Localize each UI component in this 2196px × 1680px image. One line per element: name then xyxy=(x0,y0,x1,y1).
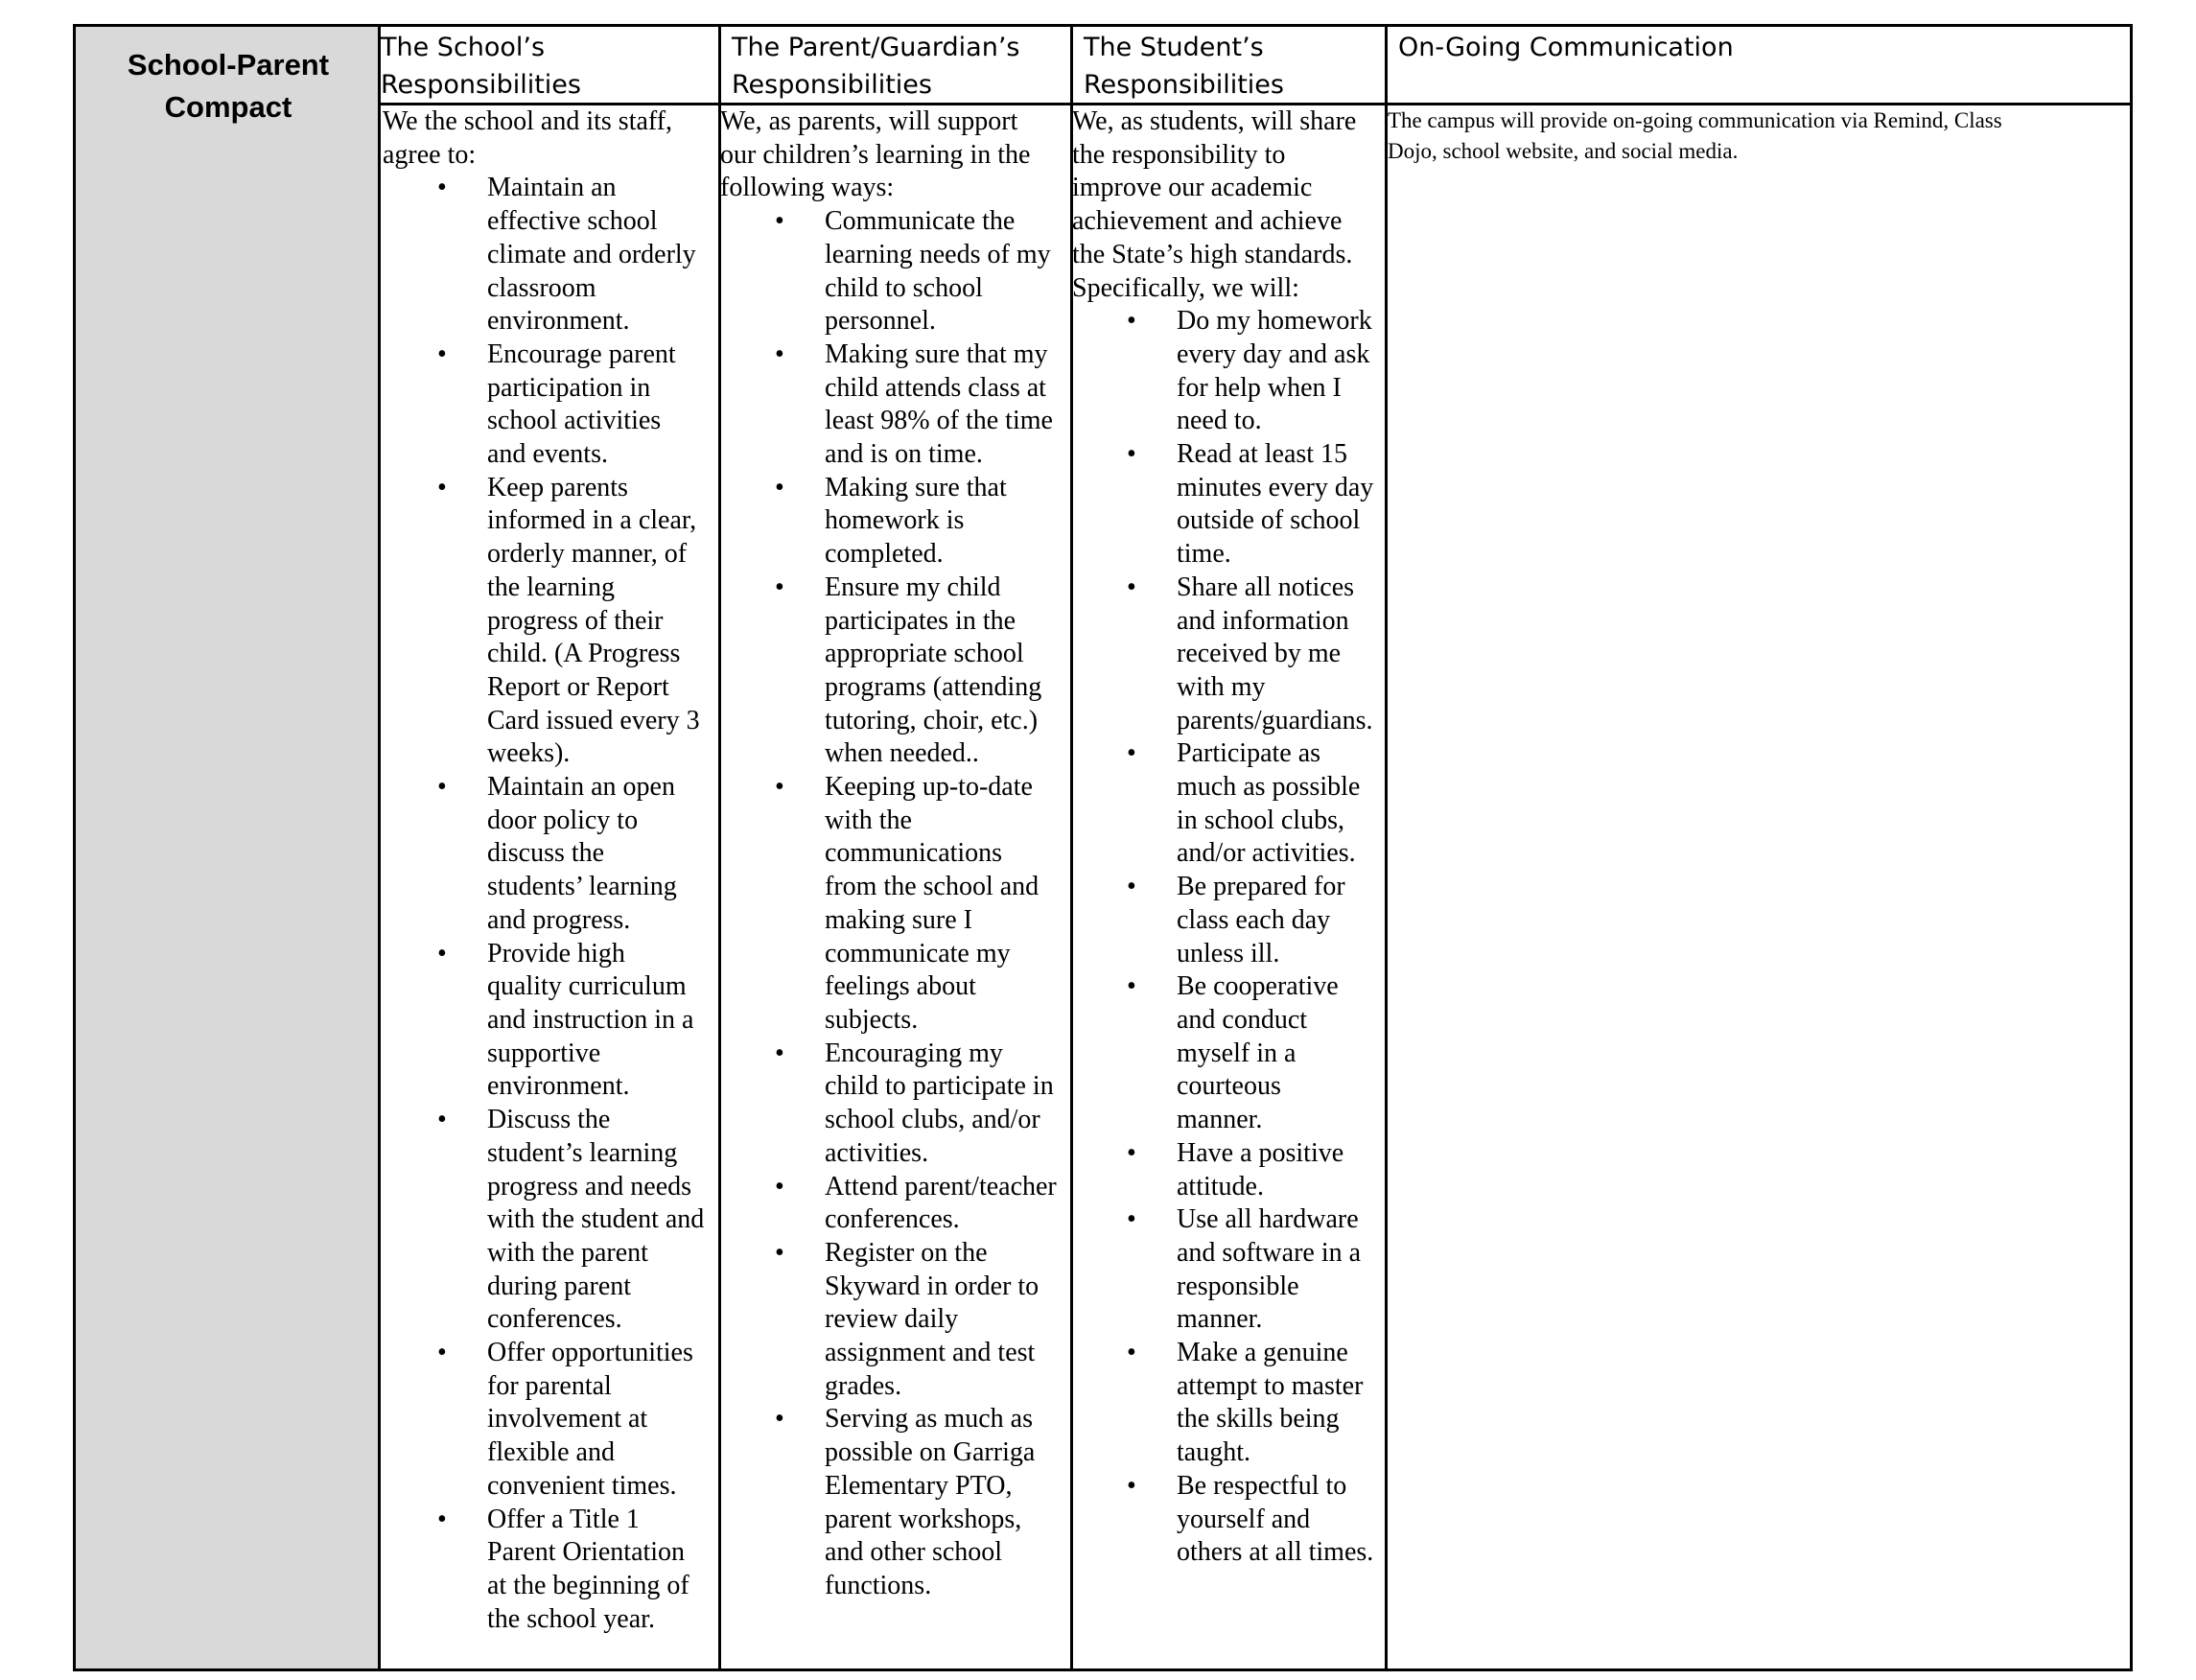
list-item-line: • Share all notices xyxy=(1177,572,1355,602)
list-item-line: completed. xyxy=(825,539,944,570)
list-item-line: discuss the xyxy=(487,838,605,869)
list-item-line: with my xyxy=(1177,671,1266,702)
parent-list xyxy=(720,205,1068,1603)
list-item-line: others at all times. xyxy=(1177,1537,1374,1568)
list-item-line: and other school xyxy=(825,1537,1003,1568)
list-item xyxy=(720,472,1068,572)
list-item-line: school activities xyxy=(487,406,662,436)
list-item-line: homework is xyxy=(825,505,965,536)
list-item-line: and information xyxy=(1177,605,1349,636)
list-item xyxy=(720,1171,1068,1237)
list-item-line: • Maintain an xyxy=(487,173,617,203)
list-item-line: with the xyxy=(825,805,912,835)
list-item-line: • Be prepared for xyxy=(1177,872,1345,902)
list-item-line: activities. xyxy=(825,1137,929,1168)
title-line: School-Parent xyxy=(127,48,330,82)
header-line: Responsibilities xyxy=(381,70,581,100)
list-item-line: and is on time. xyxy=(825,439,983,470)
list-item-line: • Be cooperative xyxy=(1177,971,1339,1002)
list-item-line: progress of their xyxy=(487,605,664,636)
list-item xyxy=(383,338,716,472)
list-item-line: feelings about xyxy=(825,971,976,1002)
column-divider xyxy=(1385,27,1388,1668)
list-item-line: classroom xyxy=(487,272,596,303)
list-item-line: environment. xyxy=(487,1071,630,1102)
list-item-line: convenient times. xyxy=(487,1470,677,1501)
list-item xyxy=(720,572,1068,771)
list-item xyxy=(383,472,716,771)
list-item-line: conferences. xyxy=(825,1204,960,1235)
text-line: Specifically, we will: xyxy=(1072,272,1299,303)
list-item-line: subjects. xyxy=(825,1004,919,1035)
list-item-line: manner. xyxy=(1177,1304,1263,1335)
list-item-line: participation in xyxy=(487,372,651,403)
compact-title xyxy=(76,44,381,128)
list-item-line: Card issued every 3 xyxy=(487,705,700,735)
list-item-line: during parent xyxy=(487,1271,632,1301)
list-item-line: • Making sure that xyxy=(825,472,1007,502)
list-item xyxy=(383,1337,716,1504)
list-item-line: and events. xyxy=(487,439,608,470)
list-item-line: • Use all hardware xyxy=(1177,1204,1359,1235)
text-line: achievement and achieve xyxy=(1072,206,1343,237)
list-item-line: attitude. xyxy=(1177,1171,1264,1202)
header-line: Responsibilities xyxy=(732,70,932,100)
header-parent xyxy=(732,29,1067,104)
list-item-line: student’s learning xyxy=(487,1137,678,1168)
list-item xyxy=(1072,438,1383,572)
list-item-line: the skills being xyxy=(1177,1404,1340,1435)
list-item xyxy=(383,172,716,338)
list-item-line: communications xyxy=(825,838,1003,869)
list-item-line: unless ill. xyxy=(1177,938,1280,968)
list-item-line: and/or activities. xyxy=(1177,838,1356,869)
list-item-line: child. (A Progress xyxy=(487,639,681,669)
list-item-line: Report or Report xyxy=(487,671,669,702)
list-item-line: • Do my homework xyxy=(1177,306,1372,337)
list-item-line: environment. xyxy=(487,306,630,337)
text-line: improve our academic xyxy=(1072,173,1313,203)
header-line: The School’s xyxy=(381,33,546,62)
student-responsibilities xyxy=(1072,105,1383,1570)
list-item-line: in school clubs, xyxy=(1177,805,1344,835)
list-item-line: from the school and xyxy=(825,872,1040,902)
list-item xyxy=(383,1104,716,1337)
list-item-line: effective school xyxy=(487,206,658,237)
list-item-line: • Encouraging my xyxy=(825,1038,1003,1068)
list-item xyxy=(1072,572,1383,738)
list-item-line: • Maintain an open xyxy=(487,772,675,803)
list-item-line: and software in a xyxy=(1177,1237,1362,1268)
list-item xyxy=(1072,1470,1383,1570)
school-responsibilities xyxy=(383,105,716,1636)
list-item-line: functions. xyxy=(825,1570,932,1600)
list-item-line: • Attend parent/teacher xyxy=(825,1171,1057,1202)
list-item-line: • Encourage parent xyxy=(487,338,676,369)
school-intro xyxy=(383,105,716,172)
list-item-line: • Keeping up-to-date xyxy=(825,772,1033,803)
text-line: agree to: xyxy=(383,139,477,170)
list-item-line: informed in a clear, xyxy=(487,505,697,536)
list-item-line: participates in the xyxy=(825,605,1016,636)
text-line: our children’s learning in the xyxy=(720,139,1031,170)
text-line: We, as students, will share xyxy=(1072,106,1357,136)
list-item-line: conferences. xyxy=(487,1304,622,1335)
list-item xyxy=(1072,871,1383,970)
list-item-line: • Discuss the xyxy=(487,1105,611,1135)
list-item xyxy=(720,338,1068,472)
header-line: On-Going Communication xyxy=(1398,33,1734,62)
text-line: the responsibility to xyxy=(1072,139,1286,170)
title-column xyxy=(76,27,381,1668)
list-item xyxy=(1072,1337,1383,1470)
list-item xyxy=(1072,1137,1383,1203)
list-item-line: orderly manner, of xyxy=(487,539,688,570)
list-item-line: assignment and test xyxy=(825,1338,1036,1368)
list-item-line: personnel. xyxy=(825,306,936,337)
list-item-line: involvement at xyxy=(487,1404,648,1435)
list-item-line: • Offer opportunities xyxy=(487,1338,693,1368)
list-item-line: progress and needs xyxy=(487,1171,692,1202)
list-item-line: when needed.. xyxy=(825,738,979,769)
list-item-line: • Participate as xyxy=(1177,738,1321,769)
header-line: Responsibilities xyxy=(1084,70,1284,100)
list-item-line: attempt to master xyxy=(1177,1370,1364,1401)
list-item xyxy=(720,1237,1068,1404)
list-item-line: • Have a positive xyxy=(1177,1137,1344,1168)
list-item-line: for help when I xyxy=(1177,372,1342,403)
list-item-line: • Making sure that my xyxy=(825,338,1048,369)
list-item-line: grades. xyxy=(825,1370,902,1401)
list-item-line: time. xyxy=(1177,539,1231,570)
list-item xyxy=(383,1504,716,1637)
list-item-line: myself in a xyxy=(1177,1038,1297,1068)
header-student xyxy=(1084,29,1383,104)
list-item-line: communicate my xyxy=(825,938,1011,968)
list-item-line: received by me xyxy=(1177,639,1342,669)
list-item xyxy=(720,1403,1068,1602)
text-line: the State’s high standards. xyxy=(1072,239,1353,269)
list-item-line: courteous xyxy=(1177,1071,1281,1102)
list-item-line: appropriate school xyxy=(825,639,1024,669)
list-item-line: for parental xyxy=(487,1370,612,1401)
list-item-line: class each day xyxy=(1177,904,1331,935)
header-line: The Student’s xyxy=(1084,33,1264,62)
list-item xyxy=(383,771,716,938)
list-item-line: • Ensure my child xyxy=(825,572,1001,602)
list-item-line: review daily xyxy=(825,1304,959,1335)
list-item-line: and instruction in a xyxy=(487,1004,694,1035)
list-item-line: the school year. xyxy=(487,1603,655,1634)
list-item-line: and progress. xyxy=(487,904,631,935)
text-line: The campus will provide on-going communication via Remind, Class xyxy=(1388,108,2002,132)
list-item-line: • Serving as much as xyxy=(825,1404,1033,1435)
list-item-line: students’ learning xyxy=(487,872,677,902)
list-item-line: learning needs of my xyxy=(825,239,1051,269)
list-item-line: the learning xyxy=(487,572,615,602)
list-item-line: door policy to xyxy=(487,805,639,835)
list-item xyxy=(1072,1203,1383,1337)
list-item-line: need to. xyxy=(1177,406,1262,436)
text-line: We, as parents, will support xyxy=(720,106,1018,136)
list-item-line: possible on Garriga xyxy=(825,1437,1036,1468)
list-item-line: • Register on the xyxy=(825,1237,988,1268)
list-item xyxy=(720,771,1068,1038)
header-school xyxy=(381,29,716,104)
list-item-line: flexible and xyxy=(487,1437,615,1468)
title-line: Compact xyxy=(164,90,292,124)
list-item-line: child to participate in xyxy=(825,1071,1054,1102)
list-item-line: making sure I xyxy=(825,904,972,935)
list-item-line: supportive xyxy=(487,1038,601,1068)
list-item-line: weeks). xyxy=(487,738,571,769)
list-item xyxy=(1072,970,1383,1137)
list-item-line: parent workshops, xyxy=(825,1504,1022,1534)
list-item-line: much as possible xyxy=(1177,772,1361,803)
list-item xyxy=(1072,737,1383,871)
communication-text xyxy=(1388,105,2131,167)
list-item-line: and conduct xyxy=(1177,1004,1308,1035)
list-item-line: least 98% of the time xyxy=(825,406,1053,436)
list-item xyxy=(383,938,716,1105)
list-item-line: • Communicate the xyxy=(825,206,1016,237)
compact-table xyxy=(73,24,2133,1671)
list-item-line: child to school xyxy=(825,272,983,303)
list-item-line: at the beginning of xyxy=(487,1570,689,1600)
student-list xyxy=(1072,305,1383,1570)
list-item-line: manner. xyxy=(1177,1105,1263,1135)
list-item xyxy=(720,205,1068,338)
list-item xyxy=(1072,305,1383,438)
parent-intro xyxy=(720,105,1068,205)
list-item-line: with the parent xyxy=(487,1237,648,1268)
list-item-line: every day and ask xyxy=(1177,338,1370,369)
list-item-line: Parent Orientation xyxy=(487,1537,686,1568)
header-communication xyxy=(1398,29,2127,66)
text-line: Dojo, school website, and social media. xyxy=(1388,139,1739,163)
list-item-line: outside of school xyxy=(1177,505,1361,536)
student-intro xyxy=(1072,105,1383,305)
list-item-line: parents/guardians. xyxy=(1177,705,1373,735)
list-item-line: programs (attending xyxy=(825,671,1042,702)
list-item-line: • Make a genuine xyxy=(1177,1338,1348,1368)
list-item-line: • Read at least 15 xyxy=(1177,439,1348,470)
header-line: The Parent/Guardian’s xyxy=(732,33,1020,62)
list-item-line: climate and orderly xyxy=(487,239,696,269)
list-item-line: responsible xyxy=(1177,1271,1299,1301)
list-item-line: child attends class at xyxy=(825,372,1046,403)
list-item-line: with the student and xyxy=(487,1204,705,1235)
text-line: We the school and its staff, xyxy=(383,106,673,136)
list-item-line: taught. xyxy=(1177,1437,1250,1468)
list-item-line: • Be respectful to xyxy=(1177,1470,1347,1501)
school-list xyxy=(383,172,716,1636)
list-item-line: Skyward in order to xyxy=(825,1271,1040,1301)
text-line: following ways: xyxy=(720,173,895,203)
list-item-line: • Provide high xyxy=(487,938,625,968)
list-item-line: yourself and xyxy=(1177,1504,1311,1534)
list-item-line: minutes every day xyxy=(1177,472,1374,502)
list-item xyxy=(720,1038,1068,1171)
list-item-line: Elementary PTO, xyxy=(825,1470,1013,1501)
parent-responsibilities xyxy=(720,105,1068,1603)
list-item-line: school clubs, and/or xyxy=(825,1105,1040,1135)
list-item-line: • Offer a Title 1 xyxy=(487,1504,640,1534)
list-item-line: • Keep parents xyxy=(487,472,628,502)
list-item-line: quality curriculum xyxy=(487,971,687,1002)
list-item-line: tutoring, choir, etc.) xyxy=(825,705,1039,735)
